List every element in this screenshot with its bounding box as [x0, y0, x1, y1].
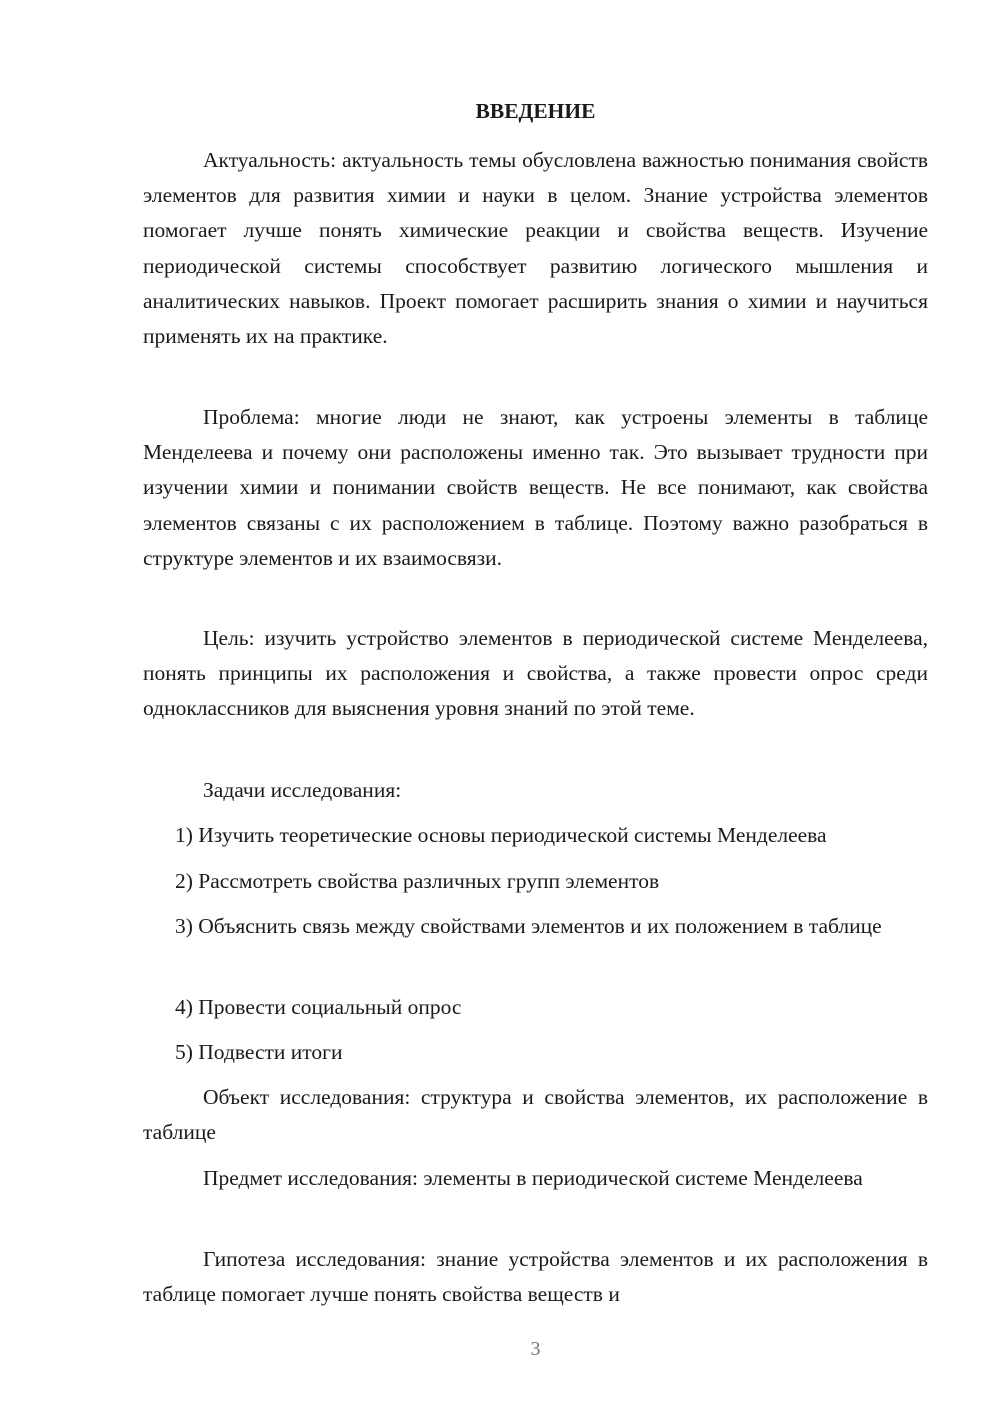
paragraph-tasks-heading: Задачи исследования: [203, 778, 402, 802]
paragraph-goal: Цель: изучить устройство элементов в периодической системе Менделеева, понять принципы их расположения и свойства, а также провести опрос среди одноклассников для выяснения уровня знаний по этой теме. [143, 626, 928, 721]
paragraph-problem: Проблема: многие люди не знают, как устроены элементы в таблице Менделеева и почему они расположены именно так. Это вызывает трудности при изучении химии и понимании свойств веществ. Не все понимают, как свойства элементов связаны с их расположением в таблице. Поэтому важно разобраться в структуре элементов и их взаимосвязи. [143, 405, 928, 570]
paragraph-relevance: Актуальность: актуальность темы обусловлена важностью понимания свойств элементов для развития химии и науки в целом. Знание устройства элементов помогает лучше понять химические реакции и свойства веществ. Изучение периодической системы способствует развитию логического мышления и аналитических навыков. Проект помогает расширить знания о химии и научиться применять их на практике. [143, 148, 928, 349]
task-item-2: 2) Рассмотреть свойства различных групп элементов [175, 869, 660, 893]
task-item-4: 4) Провести социальный опрос [175, 995, 462, 1019]
page-number: 3 [530, 1338, 541, 1360]
task-item-3: 3) Объяснить связь между свойствами элементов и их положением в таблице [175, 914, 882, 938]
task-item-5: 5) Подвести итоги [175, 1040, 343, 1064]
paragraph-subject: Предмет исследования: элементы в периодической системе Менделеева [203, 1166, 863, 1190]
paragraph-hypothesis: Гипотеза исследования: знание устройства элементов и их расположения в таблице помогает лучше понять свойства веществ и [143, 1247, 928, 1307]
paragraph-object: Объект исследования: структура и свойства элементов, их расположение в таблице [143, 1085, 928, 1145]
task-item-1: 1) Изучить теоретические основы периодической системы Менделеева [175, 823, 827, 847]
section-title: ВВЕДЕНИЕ [475, 99, 596, 123]
